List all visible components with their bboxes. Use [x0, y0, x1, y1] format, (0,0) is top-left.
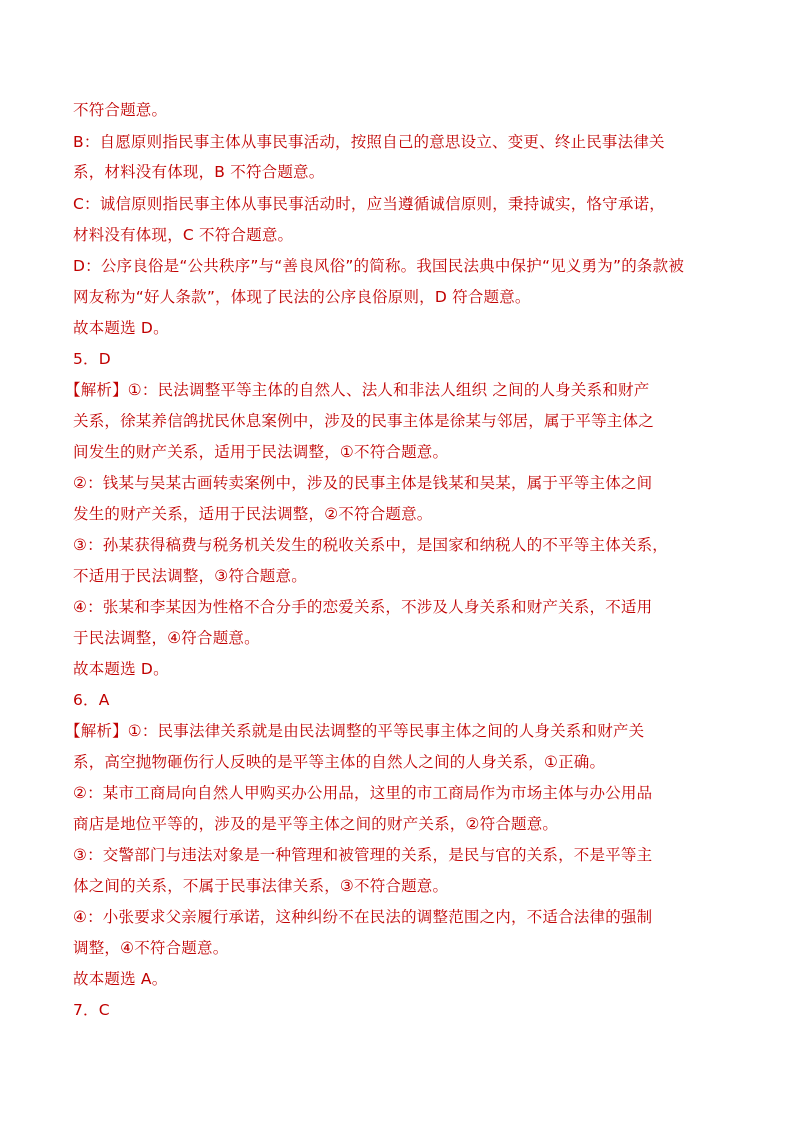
- text-line: ③：交警部门与违法对象是一种管理和被管理的关系，是民与官的关系，不是平等主: [73, 846, 653, 864]
- answer-heading: 7．C: [73, 1001, 110, 1019]
- text-line: ③：孙某获得稿费与税务机关发生的税收关系中，是国家和纳税人的不平等主体关系，: [73, 536, 668, 554]
- answer-heading: 5．D: [73, 350, 111, 368]
- text-line: 不符合题意。: [73, 101, 168, 119]
- text-line: 【解析】①：民事法律关系就是由民法调整的平等民事主体之间的人身关系和财产关: [65, 722, 645, 740]
- text-line: 商店是地位平等的，涉及的是平等主体之间的财产关系，②符合题意。: [73, 815, 559, 833]
- text-line: 发生的财产关系，适用于民法调整，②不符合题意。: [73, 505, 433, 523]
- text-line: ②：钱某与吴某古画转卖案例中，涉及的民事主体是钱某和吴某，属于平等主体之间: [73, 474, 653, 492]
- text-line: B：自愿原则指民事主体从事民事活动，按照自己的意思设立、变更、终止民事法律关: [73, 133, 665, 151]
- text-line: ④：张某和李某因为性格不合分手的恋爱关系，不涉及人身关系和财产关系，不适用: [73, 598, 653, 616]
- text-line: 故本题选 A。: [73, 970, 168, 988]
- text-line: 材料没有体现，C 不符合题意。: [73, 226, 294, 244]
- text-line: 间发生的财产关系，适用于民法调整，①不符合题意。: [73, 443, 449, 461]
- text-line: D：公序良俗是“公共秩序”与“善良风俗”的简称。我国民法典中保护“见义勇为”的条款被: [73, 257, 685, 275]
- text-line: 于民法调整，④符合题意。: [73, 629, 260, 647]
- text-line: 体之间的关系，不属于民事法律关系，③不符合题意。: [73, 877, 449, 895]
- answer-heading: 6．A: [73, 691, 110, 709]
- text-line: ④：小张要求父亲履行承诺，这种纠纷不在民法的调整范围之内，不适合法律的强制: [73, 908, 653, 926]
- text-line: 不适用于民法调整，③符合题意。: [73, 567, 307, 585]
- text-line: ②：某市工商局向自然人甲购买办公用品，这里的市工商局作为市场主体与办公用品: [73, 784, 653, 802]
- text-line: C：诚信原则指民事主体从事民事活动时，应当遵循诚信原则，秉持诚实，恪守承诺，: [73, 195, 665, 213]
- text-line: 关系，徐某养信鸽扰民休息案例中，涉及的民事主体是徐某与邻居，属于平等主体之: [73, 412, 654, 430]
- text-line: 网友称为“好人条款”，体现了民法的公序良俗原则，D 符合题意。: [73, 288, 531, 306]
- text-line: 故本题选 D。: [73, 660, 169, 678]
- text-line: 系，材料没有体现，B 不符合题意。: [73, 163, 325, 181]
- text-line: 【解析】①：民法调整平等主体的自然人、法人和非法人组织 之间的人身关系和财产: [65, 381, 650, 399]
- text-line: 故本题选 D。: [73, 319, 169, 337]
- text-line: 系，高空抛物砸伤行人反映的是平等主体的自然人之间的人身关系，①正确。: [73, 753, 606, 771]
- text-line: 调整，④不符合题意。: [73, 939, 229, 957]
